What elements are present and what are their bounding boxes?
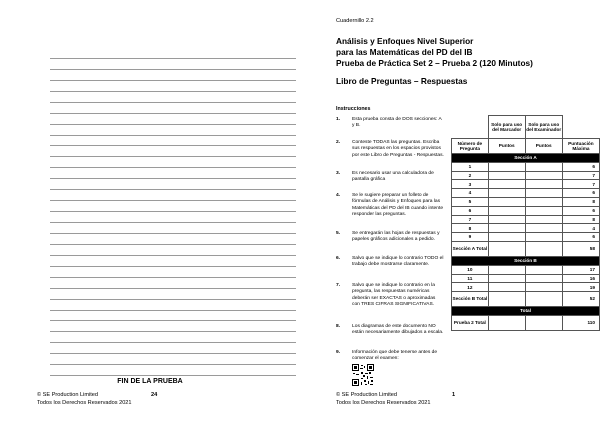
- copyright-line: © SE Production Limited: [37, 392, 99, 398]
- title-line-2: para las Matemáticas del PD del IB: [336, 46, 473, 57]
- table-row: [452, 197, 600, 206]
- max-score: 6: [562, 206, 599, 215]
- examiner-points-cell[interactable]: [525, 189, 562, 198]
- examiner-points-cell[interactable]: [525, 265, 562, 274]
- marker-points-cell[interactable]: [488, 162, 525, 171]
- question-number: 9: [452, 233, 489, 242]
- max-score: 4: [562, 224, 599, 233]
- marker-points-cell[interactable]: [488, 283, 525, 292]
- examiner-points-cell[interactable]: [525, 215, 562, 224]
- instruction-item: 9. Información que debe tenerse antes de comenzar el examen:: [336, 350, 438, 362]
- answer-line[interactable]: [50, 343, 296, 354]
- marker-points-cell[interactable]: [488, 189, 525, 198]
- rights-line: Todos los Derechos Reservados 2021: [37, 399, 132, 406]
- section-b-header: Sección B: [452, 256, 600, 265]
- examiner-points-cell[interactable]: [525, 162, 562, 171]
- instruction-item: 6. Salvo que se indique lo contrario TODO el trabajo debe mostrarse claramente.: [336, 256, 444, 268]
- max-score: 6: [562, 189, 599, 198]
- answer-line[interactable]: [50, 300, 296, 311]
- question-number: 5: [452, 197, 489, 206]
- question-number: 3: [452, 180, 489, 189]
- examiner-points-cell[interactable]: [525, 224, 562, 233]
- points-header: Puntos: [525, 139, 562, 154]
- table-header-row: [452, 139, 600, 154]
- marker-points-cell[interactable]: [488, 233, 525, 242]
- left-footer: [37, 392, 132, 407]
- answer-line[interactable]: [50, 92, 296, 103]
- page-number-left: 24: [151, 392, 158, 398]
- max-score: 7: [562, 180, 599, 189]
- question-number: 7: [452, 215, 489, 224]
- examiner-points-cell[interactable]: [525, 197, 562, 206]
- answer-line[interactable]: [50, 201, 296, 212]
- answer-line[interactable]: [50, 354, 296, 365]
- booklet-subtitle: Libro de Preguntas – Respuestas: [336, 76, 468, 86]
- question-number: 11: [452, 274, 489, 283]
- answer-line[interactable]: [50, 136, 296, 147]
- instruction-item: 3. Es necesario usar una calculadora de pantalla gráfica: [336, 171, 434, 183]
- question-number: 6: [452, 206, 489, 215]
- instruction-item: 8. Los diagramas de este documento NO están necesariamente dibujados a escala.: [336, 324, 444, 336]
- section-a-header: Sección A: [452, 154, 600, 163]
- instruction-item: 2. Conteste TODAS las preguntas. Escriba sus respuestas en los espacios provistos por este Libro de Preguntas - Respuestas.: [336, 140, 444, 158]
- points-header: Puntos: [488, 139, 525, 154]
- answer-line[interactable]: [50, 125, 296, 136]
- examiner-points-cell[interactable]: [525, 206, 562, 215]
- answer-line[interactable]: [50, 289, 296, 300]
- section-a-total-row: Sección A Total 58: [452, 241, 600, 256]
- instructions-heading: Instrucciones: [336, 106, 371, 112]
- max-score: 16: [562, 274, 599, 283]
- examiner-points-cell[interactable]: [525, 180, 562, 189]
- max-score: 6: [562, 233, 599, 242]
- marker-points-cell[interactable]: [488, 180, 525, 189]
- max-score: 19: [562, 283, 599, 292]
- qr-code-icon: [352, 364, 374, 386]
- table-row: [452, 206, 600, 215]
- table-row: [452, 283, 600, 292]
- answer-line[interactable]: [50, 278, 296, 289]
- max-score: 8: [562, 215, 599, 224]
- answer-line[interactable]: [50, 114, 296, 125]
- answer-line[interactable]: [50, 256, 296, 267]
- marker-header: Solo para uso del Marcador: [488, 116, 525, 139]
- instruction-item: 1. Esta prueba consta de DOS secciones: A y B.: [336, 117, 442, 129]
- examiner-points-cell[interactable]: [525, 274, 562, 283]
- grand-total-row: Prueba 2 Total 110: [452, 315, 600, 330]
- answer-line[interactable]: [50, 223, 296, 234]
- marker-points-cell[interactable]: [488, 206, 525, 215]
- marker-points-cell[interactable]: [488, 197, 525, 206]
- marks-table: [451, 115, 600, 331]
- answer-line[interactable]: [50, 157, 296, 168]
- answer-line[interactable]: [50, 365, 296, 376]
- answer-lines: [50, 48, 296, 376]
- max-score: 7: [562, 171, 599, 180]
- answer-line[interactable]: [50, 179, 296, 190]
- answer-line[interactable]: [50, 81, 296, 92]
- section-b-total-row: Sección B Total 52: [452, 292, 600, 307]
- marker-points-cell[interactable]: [488, 215, 525, 224]
- answer-line[interactable]: [50, 168, 296, 179]
- answer-line[interactable]: [50, 332, 296, 343]
- end-of-test-label: FIN DE LA PRUEBA: [117, 378, 183, 385]
- table-row: [452, 274, 600, 283]
- booklet-code: Cuadernillo 2.2: [336, 18, 374, 24]
- answer-line[interactable]: [50, 245, 296, 256]
- marker-points-cell[interactable]: [488, 224, 525, 233]
- table-row: [452, 171, 600, 180]
- answer-line[interactable]: [50, 190, 296, 201]
- instruction-item: 7. Salvo que se indique lo contrario en la pregunta, las respuestas numéricas deberán ser EXACTAS o aproximadas con TRES CIFRAS SIGNIFICATIVAS.: [336, 283, 436, 308]
- examiner-points-cell[interactable]: [525, 233, 562, 242]
- answer-line[interactable]: [50, 321, 296, 332]
- marker-points-cell[interactable]: [488, 274, 525, 283]
- page-number-right: 1: [452, 392, 456, 398]
- table-row: [452, 189, 600, 198]
- title-line-3: Prueba de Práctica Set 2 – Prueba 2 (120 Minutos): [336, 57, 533, 68]
- marker-points-cell[interactable]: [488, 265, 525, 274]
- max-score: 6: [562, 162, 599, 171]
- answer-line[interactable]: [50, 267, 296, 278]
- title-line-1: Análisis y Enfoques Nivel Superior: [336, 36, 474, 46]
- exam-title: [336, 36, 576, 68]
- answer-line[interactable]: [50, 103, 296, 114]
- right-footer: [336, 392, 431, 407]
- question-number: 10: [452, 265, 489, 274]
- question-number: 2: [452, 171, 489, 180]
- table-row: [452, 265, 600, 274]
- copyright-line: © SE Production Limited: [336, 392, 398, 398]
- question-number: 4: [452, 189, 489, 198]
- rights-line: Todos los Derechos Reservados 2021: [336, 399, 431, 406]
- table-row: [452, 162, 600, 171]
- question-number: 12: [452, 283, 489, 292]
- table-row: [452, 233, 600, 242]
- question-number-header: Número de Pregunta: [452, 139, 489, 154]
- answer-line[interactable]: [50, 311, 296, 322]
- answer-line[interactable]: [50, 70, 296, 81]
- examiner-header: Solo para uso del Examinador: [525, 116, 562, 139]
- answer-line[interactable]: [50, 234, 296, 245]
- table-row: [452, 224, 600, 233]
- question-number: 1: [452, 162, 489, 171]
- marker-points-cell[interactable]: [488, 171, 525, 180]
- table-header-row: [452, 116, 600, 139]
- question-number: 8: [452, 224, 489, 233]
- max-score: 8: [562, 197, 599, 206]
- total-header: Total: [452, 307, 600, 316]
- answer-line[interactable]: [50, 146, 296, 157]
- max-score: 17: [562, 265, 599, 274]
- instruction-item: 4. Se le sugiere preparar un folleto de fórmulas de Análisis y Enfoques para las Matemáticas del PD del IB cuando intente responder las preguntas.: [336, 193, 444, 218]
- instruction-item: 5. Se entregarán las hojas de respuestas y papeles gráficos adicionales a pedido.: [336, 231, 440, 243]
- max-score-header: Puntuación Máxima: [562, 139, 599, 154]
- table-row: [452, 180, 600, 189]
- answer-line[interactable]: [50, 48, 296, 59]
- answer-line[interactable]: [50, 212, 296, 223]
- table-row: [452, 215, 600, 224]
- answer-line[interactable]: [50, 59, 296, 70]
- examiner-points-cell[interactable]: [525, 171, 562, 180]
- examiner-points-cell[interactable]: [525, 283, 562, 292]
